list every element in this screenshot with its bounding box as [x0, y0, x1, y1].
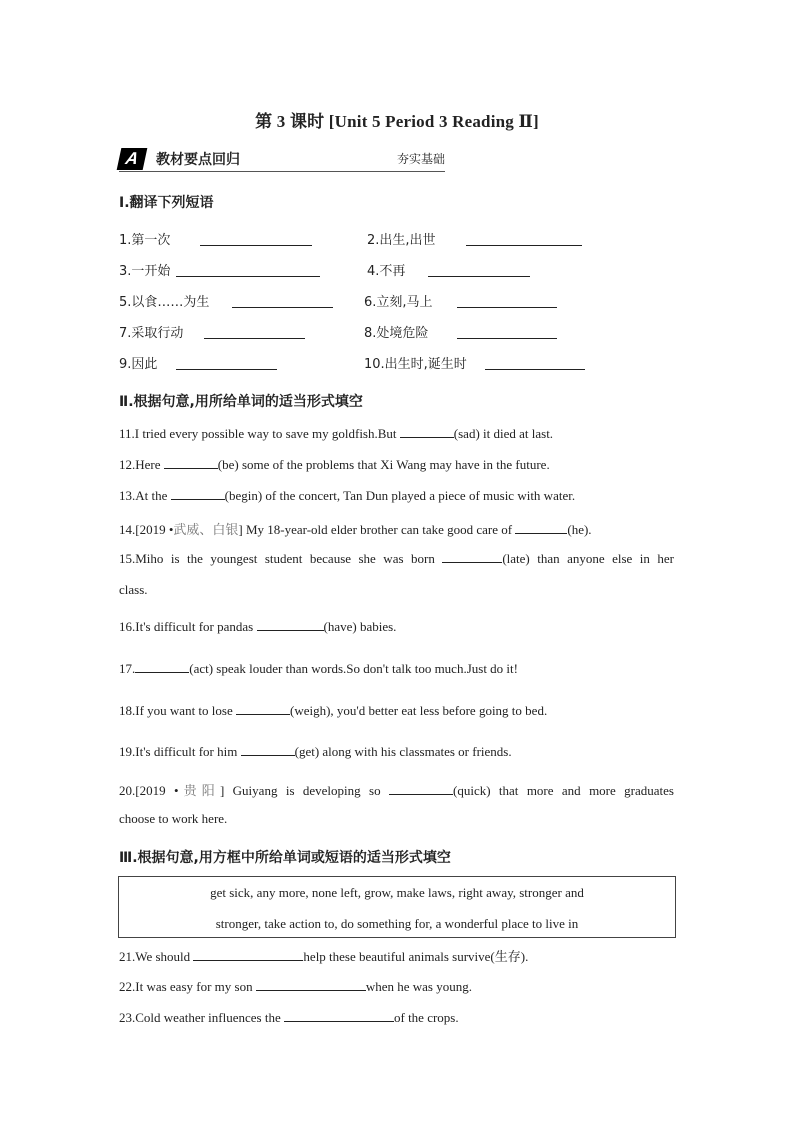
phrase-item: 4.不再: [367, 264, 406, 279]
question-21: 21.We should help these beautiful animals survive(生存).: [119, 949, 529, 964]
banner-tag: 夯实基础: [396, 152, 445, 166]
question-16: 16.It's difficult for pandas (have) babies.: [119, 619, 397, 634]
question-17: 17. (act) speak louder than words.So don't talk too much.Just do it!: [119, 661, 518, 676]
section-banner: [119, 146, 445, 172]
phrase-item: 1.第一次: [119, 233, 171, 248]
banner-title: 教材要点回归: [156, 152, 240, 168]
answer-blank[interactable]: [171, 498, 225, 500]
question-15-cont: class.: [119, 582, 148, 597]
answer-blank[interactable]: [389, 793, 453, 795]
phrase-item: 6.立刻,马上: [364, 295, 433, 310]
phrase-item: 3.一开始: [119, 264, 171, 279]
phrase-item: 5.以食……为生: [119, 295, 210, 310]
answer-blank[interactable]: [428, 275, 530, 277]
question-20-cont: choose to work here.: [119, 811, 228, 826]
answer-blank[interactable]: [193, 959, 303, 961]
question-11: 11.I tried every possible way to save my goldfish.But (sad) it died at last.: [119, 426, 554, 441]
section-1-heading: Ⅰ.翻译下列短语: [119, 195, 214, 211]
answer-blank[interactable]: [164, 467, 218, 469]
answer-blank[interactable]: [256, 989, 366, 991]
answer-blank[interactable]: [457, 306, 557, 308]
word-bank-line: get sick, any more, none left, grow, make laws, right away, stronger and: [210, 885, 584, 900]
answer-blank[interactable]: [232, 306, 333, 308]
question-23: 23.Cold weather influences the of the crops.: [119, 1010, 459, 1025]
question-18: 18.If you want to lose (weigh), you'd better eat less before going to bed.: [119, 703, 548, 718]
answer-blank[interactable]: [400, 436, 454, 438]
question-19: 19.It's difficult for him (get) along with his classmates or friends.: [119, 744, 512, 759]
answer-blank[interactable]: [257, 629, 324, 631]
section-3-heading: Ⅲ.根据句意,用方框中所给单词或短语的适当形式填空: [119, 850, 451, 866]
question-source: 武威、白银: [173, 522, 239, 537]
page-title: 第 3 课时 [Unit 5 Period 3 Reading Ⅱ]: [255, 112, 539, 131]
answer-blank[interactable]: [485, 368, 585, 370]
answer-blank[interactable]: [466, 244, 582, 246]
answer-blank[interactable]: [284, 1020, 394, 1022]
answer-blank[interactable]: [200, 244, 312, 246]
answer-blank[interactable]: [176, 275, 320, 277]
answer-blank[interactable]: [204, 337, 305, 339]
phrase-item: 7.采取行动: [119, 326, 184, 341]
answer-blank[interactable]: [176, 368, 277, 370]
answer-blank[interactable]: [135, 671, 189, 673]
phrase-item: 2.出生,出世: [367, 233, 436, 248]
question-14: 14.[2019 •武威、白银] My 18-year-old elder brother can take good care of (he).: [119, 522, 592, 537]
word-bank-line: stronger, take action to, do something for, a wonderful place to live in: [215, 916, 579, 931]
answer-blank[interactable]: [442, 561, 502, 563]
phrase-item: 10.出生时,诞生时: [364, 357, 467, 372]
phrase-item: 8.处境危险: [364, 326, 429, 341]
question-12: 12.Here (be) some of the problems that Xi Wang may have in the future.: [119, 457, 550, 472]
question-22: 22.It was easy for my son when he was young.: [119, 979, 472, 994]
answer-blank[interactable]: [241, 754, 295, 756]
question-source: 贵阳: [178, 783, 220, 798]
question-13: 13.At the (begin) of the concert, Tan Dun played a piece of music with water.: [119, 488, 576, 503]
answer-blank[interactable]: [457, 337, 557, 339]
phrase-item: 9.因此: [119, 357, 158, 372]
section-badge: A: [117, 148, 148, 170]
question-15: 15.Miho is the youngest student because she was born (late) than anyone else in her: [119, 551, 675, 566]
question-20: 20.[2019 •贵阳] Guiyang is developing so (quick) that more and more graduates: [119, 783, 674, 798]
section-2-heading: Ⅱ.根据句意,用所给单词的适当形式填空: [119, 394, 363, 410]
answer-blank[interactable]: [515, 532, 567, 534]
answer-blank[interactable]: [236, 713, 290, 715]
word-bank-box: [118, 876, 676, 938]
banner-divider: [119, 171, 445, 172]
